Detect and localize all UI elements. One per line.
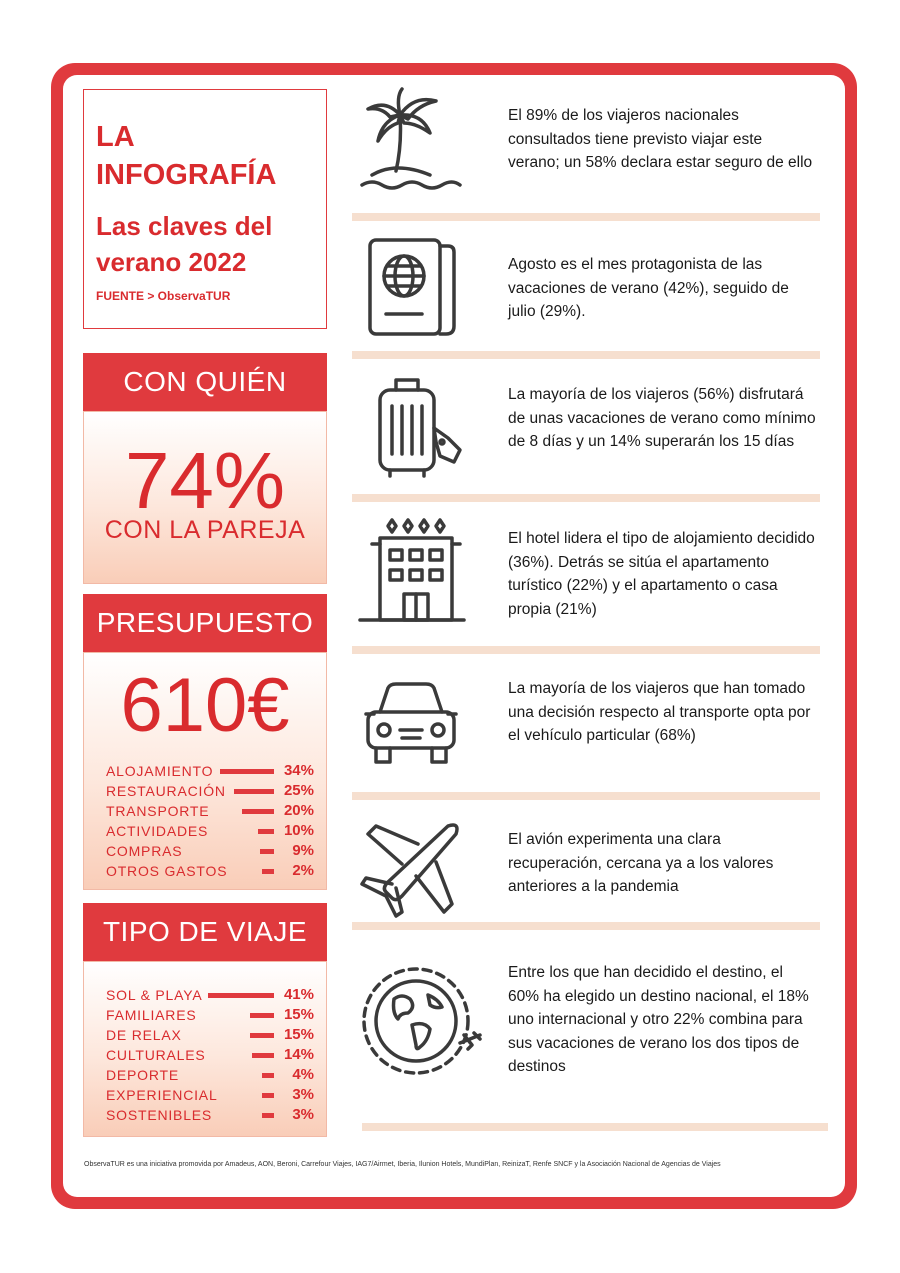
trip-type-row <box>84 1045 328 1065</box>
budget-item-label: RESTAURACIÓN <box>106 783 226 799</box>
con-quien-value: 74% <box>124 436 286 525</box>
fact-text-4: El hotel lidera el tipo de alojamiento decidido (36%). Detrás se sitúa el apartamento turístico (22%) y el apartamento o casa propia (21%) <box>508 530 815 618</box>
budget-item-row <box>84 801 328 821</box>
budget-item-label: TRANSPORTE <box>106 803 210 819</box>
budget-item-bar <box>234 789 274 794</box>
budget-item-row <box>84 761 328 781</box>
title-line-2: INFOGRAFÍA <box>96 159 277 191</box>
separator <box>352 351 820 359</box>
budget-item-label: ACTIVIDADES <box>106 823 209 839</box>
trip-type-value: 15% <box>283 1026 314 1043</box>
trip-type-bar <box>262 1073 274 1078</box>
budget-item-label: OTROS GASTOS <box>106 863 228 879</box>
trip-type-bar <box>252 1053 274 1058</box>
separator <box>352 922 820 930</box>
trip-type-label: EXPERIENCIAL <box>106 1087 218 1103</box>
separator <box>352 792 820 800</box>
presupuesto-heading: PRESUPUESTO <box>83 594 327 652</box>
trip-type-bar <box>250 1013 274 1018</box>
trip-type-value: 3% <box>292 1086 314 1103</box>
trip-type-label: DE RELAX <box>106 1027 182 1043</box>
budget-item-bar <box>260 849 274 854</box>
trip-type-label: CULTURALES <box>106 1047 206 1063</box>
budget-item-bar <box>262 869 274 874</box>
globe-plane-icon <box>356 955 486 1085</box>
presupuesto-panel <box>83 652 327 890</box>
trip-type-bar <box>250 1033 274 1038</box>
trip-type-bar <box>208 993 274 998</box>
budget-item-value: 34% <box>283 762 314 779</box>
page-subtitle <box>96 208 321 280</box>
fact-text-7: Entre los que han decidido el destino, el 60% ha elegido un destino nacional, el 18% uno internacional y otro 22% combina para sus vacaciones de verano los dos tipos de destinos <box>508 964 809 1075</box>
trip-type-value: 3% <box>292 1106 314 1123</box>
fact-text-5: La mayoría de los viajeros que han tomado una decisión respecto al transporte opta por el vehículo particular (68%) <box>508 680 811 744</box>
trip-type-value: 4% <box>292 1066 314 1083</box>
fact-text-1: El 89% de los viajeros nacionales consultados tiene previsto viajar este verano; un 58% declara estar seguro de ello <box>508 107 813 171</box>
tipo-viaje-heading: TIPO DE VIAJE <box>83 903 327 961</box>
trip-type-label: SOL & PLAYA <box>106 987 203 1003</box>
palm-island-icon <box>356 85 466 195</box>
hotel-icon <box>356 516 466 626</box>
trip-type-row <box>84 1105 328 1125</box>
budget-item-value: 2% <box>292 862 314 879</box>
suitcase-icon <box>356 372 466 482</box>
tipo-viaje-panel <box>83 961 327 1137</box>
budget-item-value: 9% <box>292 842 314 859</box>
trip-type-value: 15% <box>283 1006 314 1023</box>
source-label: FUENTE > ObservaTUR <box>96 289 231 303</box>
subtitle-line-1: Las claves del <box>96 211 273 241</box>
trip-type-row <box>84 1085 328 1105</box>
budget-item-row <box>84 821 328 841</box>
budget-item-row <box>84 841 328 861</box>
airplane-icon <box>356 812 466 922</box>
con-quien-panel <box>83 411 327 584</box>
budget-item-value: 10% <box>283 822 314 839</box>
con-quien-heading: CON QUIÉN <box>83 353 327 411</box>
passport-icon <box>356 230 466 340</box>
separator <box>362 1123 828 1131</box>
title-line-1: LA <box>96 121 135 153</box>
trip-type-row <box>84 985 328 1005</box>
subtitle-line-2: verano 2022 <box>96 247 247 277</box>
trip-type-bar <box>262 1113 274 1118</box>
presupuesto-amount: 610€ <box>120 663 290 748</box>
budget-item-row <box>84 861 328 881</box>
budget-item-label: COMPRAS <box>106 843 183 859</box>
fact-text-2: Agosto es el mes protagonista de las vacaciones de verano (42%), seguido de julio (29%). <box>508 256 789 320</box>
budget-item-bar <box>220 769 274 774</box>
trip-type-row <box>84 1005 328 1025</box>
page-title <box>96 118 321 194</box>
budget-item-label: ALOJAMIENTO <box>106 763 214 779</box>
separator <box>352 213 820 221</box>
separator <box>352 494 820 502</box>
budget-item-value: 20% <box>283 802 314 819</box>
con-quien-label: CON LA PAREJA <box>104 516 306 544</box>
trip-type-row <box>84 1065 328 1085</box>
trip-type-label: DEPORTE <box>106 1067 180 1083</box>
trip-type-value: 41% <box>283 986 314 1003</box>
trip-type-row <box>84 1025 328 1045</box>
budget-item-bar <box>242 809 274 814</box>
trip-type-label: FAMILIARES <box>106 1007 197 1023</box>
budget-item-bar <box>258 829 274 834</box>
trip-type-value: 14% <box>283 1046 314 1063</box>
footer-note: ObservaTUR es una iniciativa promovida por Amadeus, AON, Beroni, Carrefour Viajes, IAG7/Airmet, Iberia, Ilunion Hotels, MundiPlan, ReinizaT, Renfe SNCF y la Asociación Nacional de Agencias de Viajes <box>84 1161 721 1168</box>
fact-text-6: El avión experimenta una clara recuperación, cercana ya a los valores anteriores a la pandemia <box>508 831 774 895</box>
trip-type-label: SOSTENIBLES <box>106 1107 213 1123</box>
budget-item-row <box>84 781 328 801</box>
budget-item-value: 25% <box>283 782 314 799</box>
fact-text-3: La mayoría de los viajeros (56%) disfrutará de unas vacaciones de verano como mínimo de 8 días y un 14% superarán los 15 días <box>508 386 816 450</box>
car-icon <box>356 672 466 782</box>
separator <box>352 646 820 654</box>
title-box <box>83 89 327 329</box>
trip-type-bar <box>262 1093 274 1098</box>
